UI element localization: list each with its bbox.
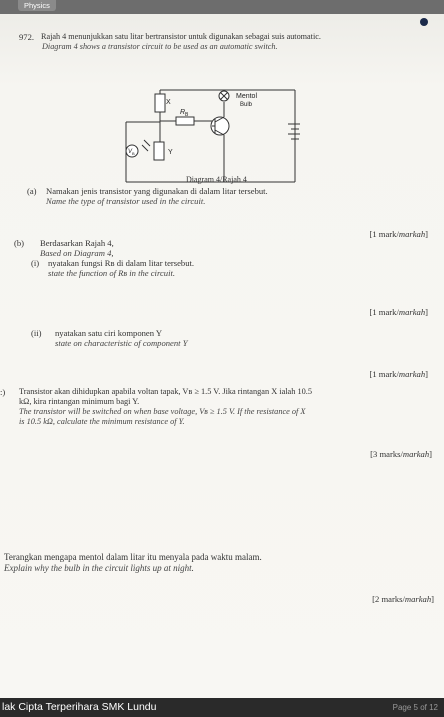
- part-bii-marks: [1 mark/markah]: [369, 369, 428, 379]
- part-c-ms-1: Transistor akan dihidupkan apabila voltan tapak, Vʙ ≥ 1.5 V. Jika rintangan X ialah 10.5: [19, 387, 312, 396]
- label-x: X: [166, 99, 171, 106]
- top-bar: [0, 0, 444, 14]
- label-vb: V: [128, 149, 133, 155]
- part-d-marks: [2 marks/markah]: [372, 594, 434, 604]
- part-a-marks: [1 mark/markah]: [369, 229, 428, 239]
- part-bi-ms: nyatakan fungsi Rʙ di dalam litar tersebut.: [48, 258, 195, 268]
- diagram-caption: Diagram 4/Rajah 4: [186, 175, 247, 184]
- part-bii-label: (ii): [31, 328, 42, 338]
- page-footer: [0, 698, 444, 717]
- part-c-en-2: is 10.5 kΩ, calculate the minimum resistance of Y.: [19, 417, 185, 426]
- part-a-en: Name the type of transistor used in the circuit.: [46, 196, 206, 206]
- label-mentol: Mentol: [236, 93, 258, 100]
- question-intro-en: Diagram 4 shows a transistor circuit to be used as an automatic switch.: [42, 42, 278, 51]
- label-rb: R: [180, 109, 186, 116]
- part-bi-marks: [1 mark/markah]: [369, 307, 428, 317]
- part-b-en: Based on Diagram 4,: [40, 248, 114, 258]
- part-c-marks: [3 marks/markah]: [370, 449, 432, 459]
- part-c-label: :): [0, 387, 6, 397]
- page-number: Page 5 of 12: [392, 703, 438, 712]
- footer-title: lak Cipta Terperihara SMK Lundu: [2, 701, 157, 713]
- question-intro-ms: Rajah 4 menunjukkan satu litar bertransistor untuk digunakan sebagai suis automatic.: [41, 32, 321, 41]
- corner-marker-icon: [420, 18, 428, 26]
- part-c-en-1: The transistor will be switched on when base voltage, Vʙ ≥ 1.5 V. If the resistance of X: [19, 407, 306, 416]
- part-bi-en: state the function of Rʙ in the circuit.: [48, 268, 176, 278]
- label-rb-sub: B: [185, 112, 189, 118]
- part-b-label: (b): [14, 238, 25, 248]
- label-vb-sub: B: [132, 151, 135, 156]
- part-c-ms-2: kΩ, kira rintangan minimum bagi Y.: [19, 397, 140, 406]
- part-bii-en: state on characteristic of component Y: [55, 338, 188, 348]
- part-a-label: (a): [27, 186, 37, 196]
- part-bi-label: (i): [31, 258, 40, 268]
- part-d-ms: Terangkan mengapa mentol dalam litar itu menyala pada waktu malam.: [4, 552, 262, 562]
- subject-tab[interactable]: Physics: [18, 0, 56, 11]
- label-y: Y: [168, 149, 173, 156]
- part-a-ms: Namakan jenis transistor yang digunakan di dalam litar tersebut.: [46, 186, 268, 196]
- question-number: 972.: [19, 32, 35, 42]
- label-bulb: Bulb: [240, 102, 253, 108]
- part-d-en: Explain why the bulb in the circuit lights up at night.: [4, 563, 194, 573]
- part-b-ms: Berdasarkan Rajah 4,: [40, 238, 114, 248]
- part-bii-ms: nyatakan satu ciri komponen Y: [55, 328, 163, 338]
